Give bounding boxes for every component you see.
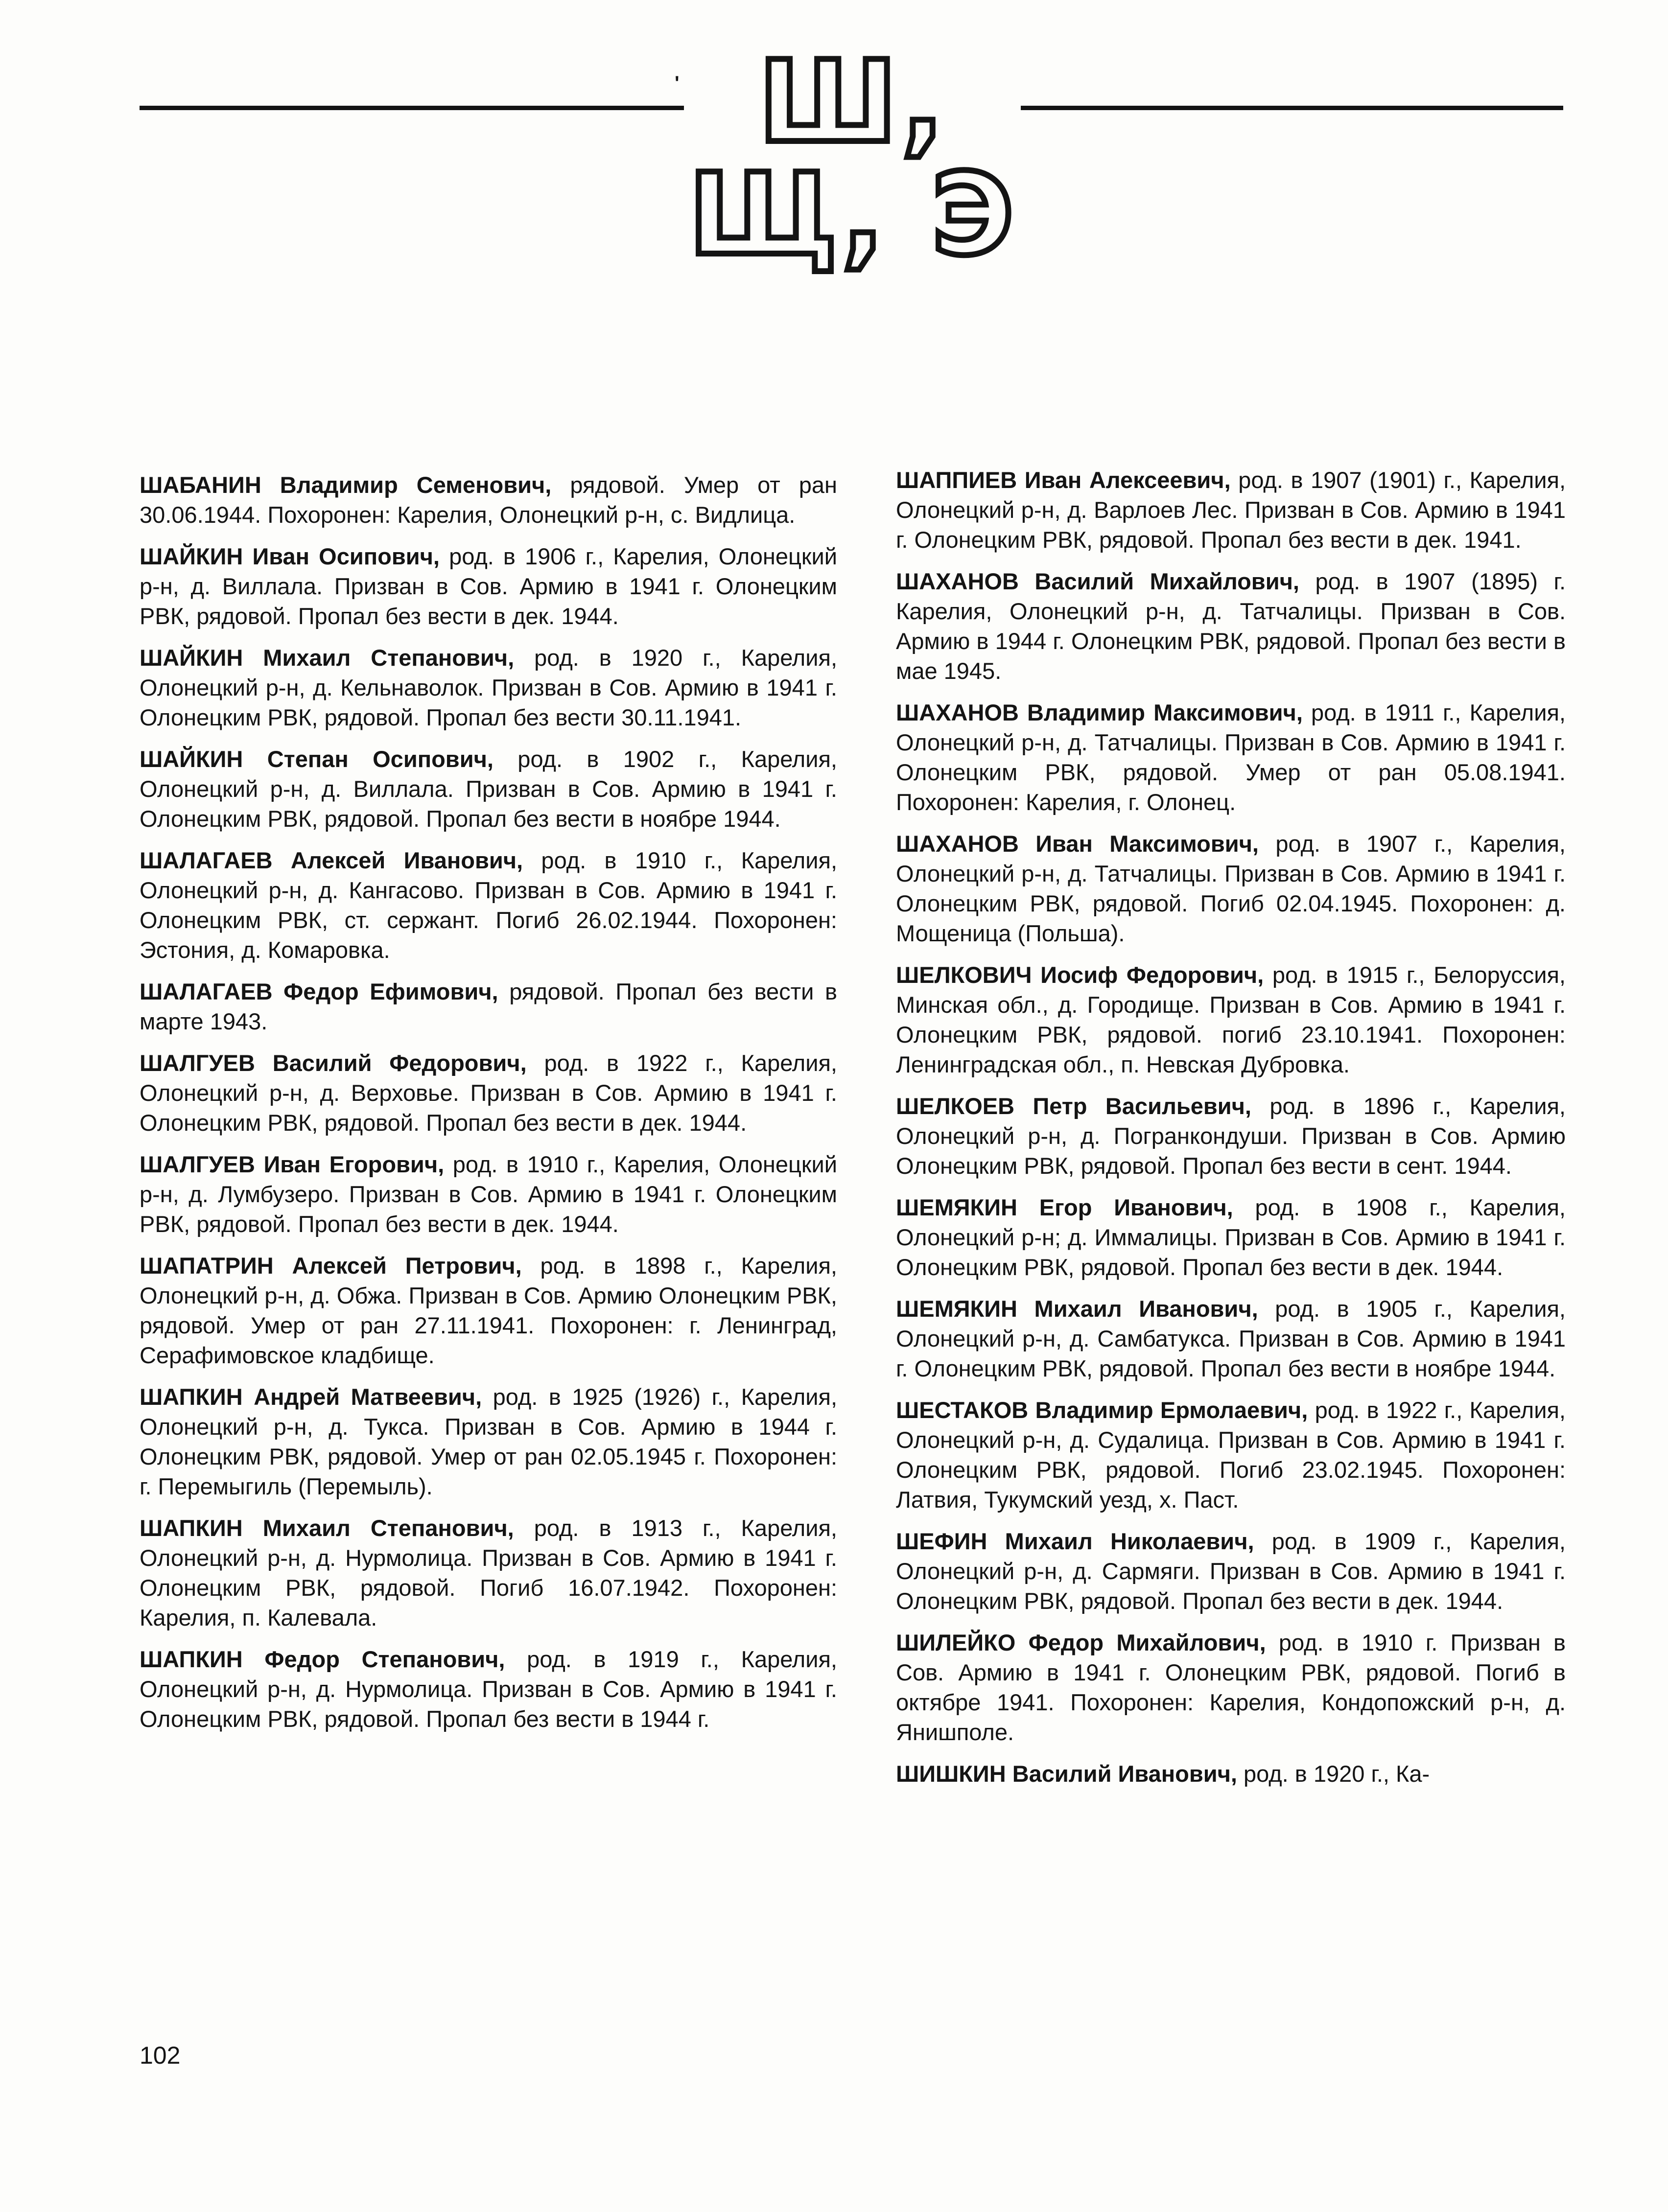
- record-entry: [896, 1091, 1566, 1181]
- record-entry: [896, 829, 1566, 948]
- record-text: рядовой. Пропал без вести в марте 1943.: [140, 978, 837, 1034]
- record-text: рядовой. Умер от ран 30.06.1944. Похоронен: Карелия, Олонецкий р-н, с. Видлица.: [140, 472, 837, 528]
- right-column: [896, 465, 1566, 1800]
- record-entry: [140, 1382, 837, 1501]
- record-name: ШАБАНИН Владимир Семенович,: [140, 472, 552, 498]
- record-text: род. в 1915 г., Белоруссия, Минская обл., д. Городище. Призван в Сов. Армию в 1941 г. Олонецким РВК, рядовой. погиб 23.10.1941. Похоронен: Ленинградская обл., п. Невская Дубровка.: [896, 962, 1566, 1077]
- record-name: ШАПКИН Федор Степанович,: [140, 1646, 505, 1672]
- record-entry: [140, 1513, 837, 1632]
- record-text: род. в 1902 г., Карелия, Олонецкий р-н, д. Виллала. Призван в Сов. Армию в 1941 г. Олонецким РВК, рядовой. Пропал без вести в ноябре 1944.: [140, 746, 837, 832]
- record-text: род. в 1907 (1895) г. Карелия, Олонецкий р-н, д. Татчалицы. Призван в Сов. Армию в 1944 г. Олонецким РВК, рядовой. Пропал без вести в мае 1945.: [896, 568, 1566, 684]
- record-entry: [896, 698, 1566, 817]
- record-name: ШЕЛКОВИЧ Иосиф Федорович,: [896, 962, 1264, 988]
- record-text: род. в 1910 г. Призван в Сов. Армию в 1941 г. Олонецким РВК, рядовой. Погиб в октябре 1941. Похоронен: Карелия, Кондопожский р-н, д. Янишполе.: [896, 1630, 1566, 1745]
- record-entry: [140, 1149, 837, 1239]
- record-entry: [140, 1644, 837, 1734]
- record-text: род. в 1910 г., Карелия, Олонецкий р-н, д. Лумбузеро. Призван в Сов. Армию в 1941 г. Олонецким РВК, рядовой. Пропал без вести в дек. 1944.: [140, 1151, 837, 1237]
- record-entry: [140, 541, 837, 631]
- record-name: ШЕФИН Михаил Николаевич,: [896, 1528, 1254, 1554]
- record-entry: [140, 470, 837, 530]
- record-text: род. в 1919 г., Карелия, Олонецкий р-н, д. Нурмолица. Призван в Сов. Армию в 1941 г. Олонецким РВК, рядовой. Пропал без вести в 1944 г.: [140, 1646, 837, 1732]
- record-name: ШИЛЕЙКО Федор Михайлович,: [896, 1630, 1266, 1655]
- record-text: род. в 1911 г., Карелия, Олонецкий р-н, д. Татчалицы. Призван в Сов. Армию в 1941 г. Олонецким РВК, рядовой. Умер от ран 05.08.1941. Похоронен: Карелия, г. Олонец.: [896, 699, 1566, 815]
- record-text: род. в 1908 г., Карелия, Олонецкий р-н; д. Иммалицы. Призван в Сов. Армию в 1941 г. Олонецким РВК, рядовой. Пропал без вести в дек. 1944.: [896, 1194, 1566, 1280]
- record-name: ШАЛГУЕВ Василий Федорович,: [140, 1050, 527, 1076]
- record-text: род. в 1907 г., Карелия, Олонецкий р-н, д. Татчалицы. Призван в Сов. Армию в 1941 г. Олонецким РВК, рядовой. Погиб 02.04.1945. Похоронен: д. Мощеница (Польша).: [896, 831, 1566, 946]
- record-text: род. в 1920 г., Ка-: [1237, 1761, 1430, 1787]
- record-entry: [896, 1526, 1566, 1616]
- record-text: род. в 1907 (1901) г., Карелия, Олонецкий р-н, д. Варлоев Лес. Призван в Сов. Армию в 1941 г. Олонецким РВК, рядовой. Пропал без вести в дек. 1941.: [896, 467, 1566, 553]
- record-name: ШЕЛКОЕВ Петр Васильевич,: [896, 1093, 1251, 1119]
- record-name: ШАПАТРИН Алексей Петрович,: [140, 1253, 522, 1279]
- record-entry: [140, 744, 837, 834]
- header-rule-right: [1021, 106, 1563, 110]
- record-entry: [896, 1395, 1566, 1514]
- header-mark: ': [675, 72, 680, 94]
- record-entry: [140, 845, 837, 965]
- record-name: ШАЙКИН Степан Осипович,: [140, 746, 493, 772]
- record-name: ШАХАНОВ Василий Михайлович,: [896, 568, 1299, 594]
- record-entry: [896, 1628, 1566, 1747]
- record-name: ШАЛАГАЕВ Федор Ефимович,: [140, 978, 498, 1004]
- record-name: ШАППИЕВ Иван Алексеевич,: [896, 467, 1231, 493]
- record-name: ШАХАНОВ Иван Максимович,: [896, 831, 1259, 857]
- record-entry: [896, 1192, 1566, 1282]
- record-text: род. в 1922 г., Карелия, Олонецкий р-н, д. Верховье. Призван в Сов. Армию в 1941 г. Олонецким РВК, рядовой. Пропал без вести в дек. 1944.: [140, 1050, 837, 1136]
- record-name: ШАЛАГАЕВ Алексей Иванович,: [140, 847, 523, 873]
- record-text: род. в 1910 г., Карелия, Олонецкий р-н, д. Кангасово. Призван в Сов. Армию в 1941 г. Олонецким РВК, ст. сержант. Погиб 26.02.1944. Похоронен: Эстония, д. Комаровка.: [140, 847, 837, 963]
- record-name: ШАПКИН Андрей Матвеевич,: [140, 1384, 482, 1410]
- record-entry: [896, 1294, 1566, 1383]
- record-text: род. в 1922 г., Карелия, Олонецкий р-н, д. Судалица. Призван в Сов. Армию в 1941 г. Олонецким РВК, рядовой. Погиб 23.02.1945. Похоронен: Латвия, Тукумский уезд, х. Паст.: [896, 1397, 1566, 1513]
- record-name: ШЕСТАКОВ Владимир Ермолаевич,: [896, 1397, 1308, 1423]
- record-text: род. в 1896 г., Карелия, Олонецкий р-н, д. Погранкондуши. Призван в Сов. Армию Олонецким РВК, рядовой. Пропал без вести в сент. 1944.: [896, 1093, 1566, 1179]
- record-entry: [896, 960, 1566, 1079]
- record-text: род. в 1906 г., Карелия, Олонецкий р-н, д. Виллала. Призван в Сов. Армию в 1941 г. Олонецким РВК, рядовой. Пропал без вести в дек. 1944.: [140, 543, 837, 629]
- record-text: род. в 1925 (1926) г., Карелия, Олонецкий р-н, д. Тукса. Призван в Сов. Армию в 1944 г. Олонецким РВК, рядовой. Умер от ран 02.05.1945 г. Похоронен: г. Перемыгиль (Перемыль).: [140, 1384, 837, 1499]
- record-entry: [140, 643, 837, 732]
- record-name: ШЕМЯКИН Егор Иванович,: [896, 1194, 1233, 1220]
- record-name: ШЕМЯКИН Михаил Иванович,: [896, 1296, 1258, 1322]
- record-text: род. в 1905 г., Карелия, Олонецкий р-н, д. Самбатукса. Призван в Сов. Армию в 1941 г. Олонецким РВК, рядовой. Пропал без вести в ноябре 1944.: [896, 1296, 1566, 1381]
- record-name: ШИШКИН Василий Иванович,: [896, 1761, 1237, 1787]
- record-name: ШАХАНОВ Владимир Максимович,: [896, 699, 1303, 725]
- record-name: ШАЛГУЕВ Иван Егорович,: [140, 1151, 445, 1177]
- record-name: ШАЙКИН Иван Осипович,: [140, 543, 440, 569]
- left-column: [140, 470, 837, 1746]
- record-entry: [896, 566, 1566, 686]
- record-text: род. в 1920 г., Карелия, Олонецкий р-н, д. Кельнаволок. Призван в Сов. Армию в 1941 г. Олонецким РВК, рядовой. Пропал без вести 30.11.1941.: [140, 645, 837, 730]
- record-text: род. в 1909 г., Карелия, Олонецкий р-н, д. Сармяги. Призван в Сов. Армию в 1941 г. Олонецким РВК, рядовой. Пропал без вести в дек. 1944.: [896, 1528, 1566, 1614]
- record-entry: [896, 465, 1566, 555]
- record-text: род. в 1898 г., Карелия, Олонецкий р-н, д. Обжа. Призван в Сов. Армию Олонецким РВК, рядовой. Умер от ран 27.11.1941. Похоронен: г. Ленинград, Серафимовское кладбище.: [140, 1253, 837, 1368]
- record-name: ШАПКИН Михаил Степанович,: [140, 1515, 514, 1541]
- record-entry: [140, 1048, 837, 1138]
- record-text: род. в 1913 г., Карелия, Олонецкий р-н, д. Нурмолица. Призван в Сов. Армию в 1941 г. Олонецким РВК, рядовой. Погиб 16.07.1942. Похоронен: Карелия, п. Калевала.: [140, 1515, 837, 1630]
- page-number: 102: [140, 2042, 181, 2069]
- record-entry: [140, 1251, 837, 1370]
- record-name: ШАЙКИН Михаил Степанович,: [140, 645, 515, 671]
- section-letters-title: Ш, Щ, Э: [688, 37, 1018, 280]
- record-entry: [896, 1759, 1566, 1789]
- header-rule-left: [140, 106, 684, 110]
- record-entry: [140, 977, 837, 1036]
